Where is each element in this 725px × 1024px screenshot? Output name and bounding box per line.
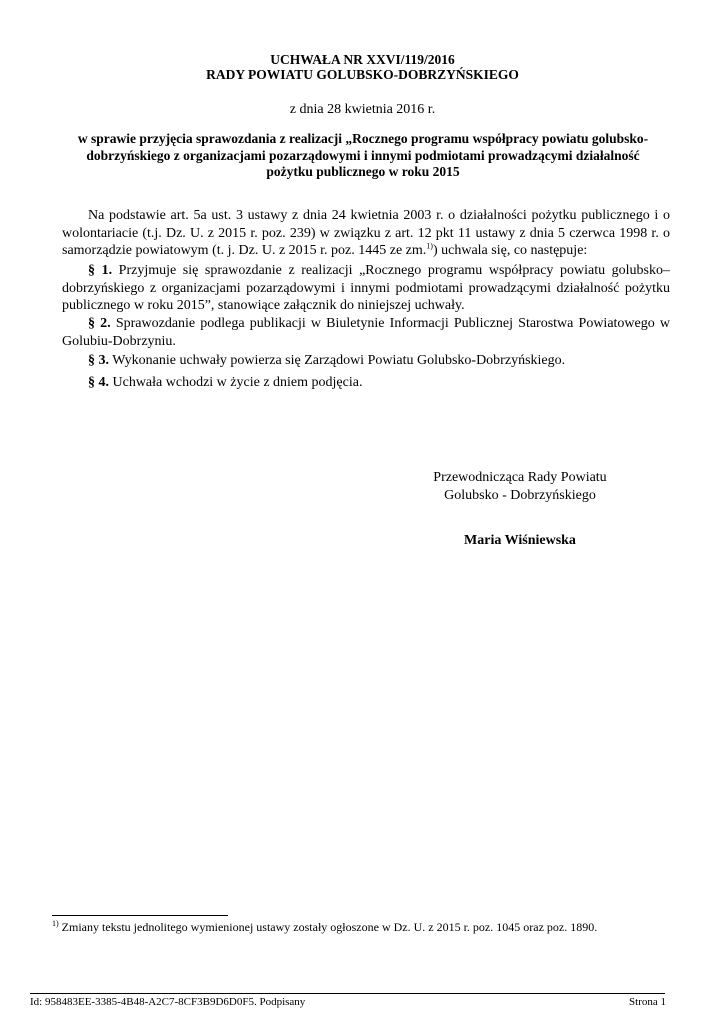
- footnote-reference: 1): [426, 241, 433, 251]
- signatory-role: Przewodnicząca Rady Powiatu: [433, 470, 607, 485]
- council-name: RADY POWIATU GOLUBSKO-DOBRZYŃSKIEGO: [206, 67, 519, 82]
- section-label: § 3.: [88, 353, 109, 368]
- section-3: [62, 352, 670, 370]
- page-number: Strona 1: [629, 996, 666, 1008]
- section-4: [62, 374, 670, 392]
- section-text: Sprawozdanie podlega publikacji w Biuletynie Informacji Publicznej Starostwa Powiatowego w Golubiu-Dobrzyniu.: [62, 316, 671, 349]
- section-text: Wykonanie uchwały powierza się Zarządowi Powiatu Golubsko-Dobrzyńskiego.: [109, 353, 566, 368]
- section-text: Przyjmuje się sprawozdanie z realizacji „Rocznego programu współpracy powiatu golubsko–dobrzyńskiego z organizacjami pozarządowymi i innymi podmiotami prowadzącymi działalność pożytku publicznego w roku 2015”, stanowiące załącznik do niniejszej uchwały.: [62, 263, 670, 313]
- signatory-name: Maria Wiśniewska: [464, 533, 576, 548]
- document-id: Id: 958483EE-3385-4B48-A2C7-8CF3B9D6D0F5. Podpisany: [30, 996, 306, 1008]
- footnote-divider: [52, 915, 228, 916]
- resolution-date: z dnia 28 kwietnia 2016 r.: [289, 102, 436, 117]
- section-2: [62, 315, 670, 350]
- section-label: § 2.: [88, 316, 111, 331]
- footnote-marker: 1): [52, 919, 59, 928]
- section-1: [62, 262, 670, 315]
- section-label: § 1.: [88, 263, 113, 278]
- resolution-number: UCHWAŁA NR XXVI/119/2016: [270, 52, 455, 67]
- preamble-text: Na podstawie art. 5a ust. 3 ustawy z dnia 24 kwietnia 2003 r. o działalności pożytku publicznego i o wolontariacie (t.j. Dz. U. z 2015 r. poz. 239) w związku z art. 12 pkt 11 ustawy z dnia 5 czerwca 1998 r. o samorządzie powiatowym (t. j. Dz. U. z 2015 r. poz. 1445 ze zm.: [62, 208, 670, 258]
- section-label: § 4.: [88, 375, 109, 390]
- footnote-text: Zmiany tekstu jednolitego wymienionej ustawy zostały ogłoszone w Dz. U. z 2015 r. poz. 1045 oraz poz. 1890.: [58, 920, 598, 934]
- resolution-subject: w sprawie przyjęcia sprawozdania z realizacji „Rocznego programu współpracy powiatu golubsko-dobrzyńskiego z organizacjami pozarządowymi i innymi podmiotami prowadzącymi działalność pożytku publicznego w roku 2015: [77, 131, 649, 179]
- footnote: [52, 920, 672, 934]
- footer-divider: [30, 993, 665, 994]
- preamble-end: ) uchwala się, co następuje:: [432, 243, 588, 258]
- preamble: [62, 207, 670, 260]
- signatory-council: Golubsko - Dobrzyńskiego: [444, 488, 596, 503]
- section-text: Uchwała wchodzi w życie z dniem podjęcia.: [109, 375, 363, 390]
